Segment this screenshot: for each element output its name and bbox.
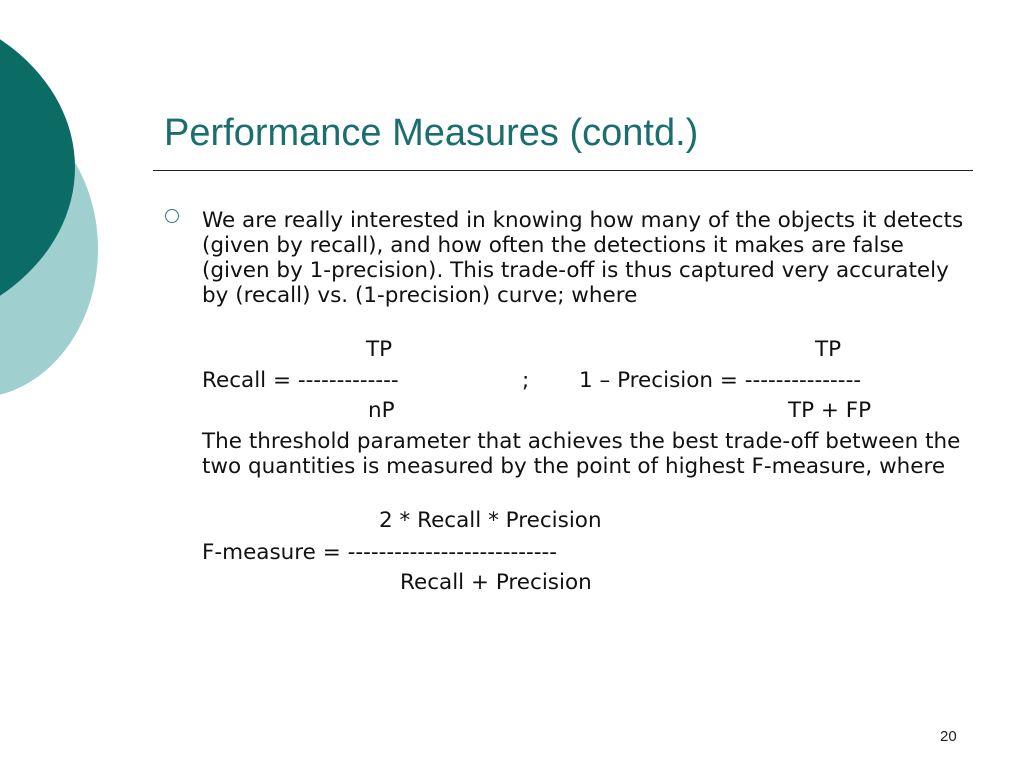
page-number: 20 <box>940 728 957 745</box>
fmeasure-numerator: 2 * Recall * Precision <box>379 508 602 533</box>
slide-title: Performance Measures (contd.) <box>164 112 699 154</box>
hollow-circle-bullet-icon <box>165 209 179 223</box>
precision-denominator: TP + FP <box>788 398 872 423</box>
recall-formula: Recall = ------------- <box>202 368 399 393</box>
title-divider <box>153 170 973 171</box>
recall-numerator: TP <box>366 337 393 362</box>
threshold-text: The threshold parameter that achieves the best trade-off between the two quantities is measured by the point of highest F-measure, where <box>202 429 961 479</box>
threshold-paragraph <box>202 429 972 479</box>
recall-denominator: nP <box>368 398 395 423</box>
precision-formula: 1 – Precision = --------------- <box>579 368 862 393</box>
precision-numerator: TP <box>815 337 842 362</box>
formula-separator: ; <box>522 368 530 393</box>
fmeasure-denominator: Recall + Precision <box>400 570 592 595</box>
fmeasure-formula: F-measure = --------------------------- <box>202 540 558 565</box>
bullet-paragraph: We are really interested in knowing how many of the objects it detects (given by recall), and how often the detections it makes are false (given by 1-precision). This trade-off is thus captured very accurately by (recall) vs. (1-precision) curve; where <box>202 208 964 308</box>
